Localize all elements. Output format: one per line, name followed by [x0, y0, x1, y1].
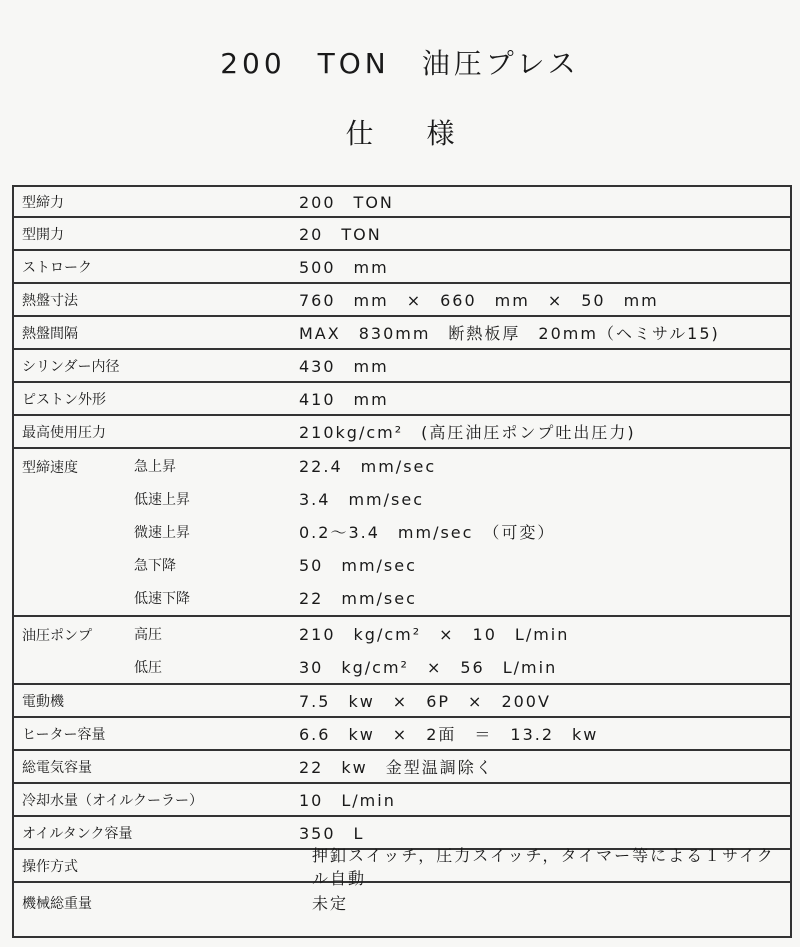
spec-value: 200 TON	[299, 193, 394, 212]
spec-label: ヒーター容量	[22, 726, 106, 743]
spec-row	[14, 350, 790, 383]
spec-label: 最高使用圧力	[22, 424, 106, 441]
spec-value: 500 mm	[299, 258, 389, 277]
pump-value: 210 kg/cm² × 10 L/min	[299, 625, 570, 644]
speed-value: 3.4 mm/sec	[299, 490, 424, 509]
spec-row	[14, 685, 790, 718]
spec-row	[14, 284, 790, 317]
speed-value: 50 mm/sec	[299, 556, 417, 575]
spec-value: MAX 830mm 断熱板厚 20mm（ヘミサル15)	[299, 324, 720, 343]
spec-label: 型締力	[22, 194, 64, 211]
spec-value: 350 L	[299, 824, 365, 843]
speed-value: 22.4 mm/sec	[299, 457, 437, 476]
pump-group	[14, 617, 790, 685]
spec-value: 20 TON	[299, 225, 382, 244]
spec-value: 210kg/cm² (高圧油圧ポンプ吐出圧力)	[299, 423, 636, 442]
pump-row	[134, 650, 790, 683]
spec-value: 押釦スイッチ，圧力スイッチ，タイマー等による１サイクル自動	[312, 845, 775, 888]
speed-row	[134, 581, 790, 614]
spec-row	[14, 416, 790, 449]
spec-value: 410 mm	[299, 390, 389, 409]
spec-value: 6.6 kw × 2面 ＝ 13.2 kw	[299, 725, 599, 744]
spec-value: 7.5 kw × 6P × 200V	[299, 692, 551, 711]
speed-sub: 急上昇	[134, 458, 176, 475]
spec-value: 10 L/min	[299, 791, 396, 810]
pump-sub: 高圧	[134, 626, 162, 643]
spec-label: 型開力	[22, 226, 64, 243]
spec-row	[14, 883, 790, 938]
spec-label: シリンダー内径	[22, 358, 120, 375]
speed-value: 0.2～3.4 mm/sec （可変）	[299, 523, 556, 542]
spec-label: 操作方式	[22, 858, 78, 875]
pump-sub: 低圧	[134, 659, 162, 676]
speed-sub: 低速下降	[134, 590, 190, 607]
spec-row	[14, 784, 790, 817]
spec-value: 430 mm	[299, 357, 389, 376]
spec-label: 総電気容量	[22, 759, 92, 776]
speed-row	[134, 548, 790, 581]
speed-sub: 低速上昇	[134, 491, 190, 508]
page-title: 200 TON 油圧プレス	[220, 47, 580, 80]
spec-label: 機械総重量	[22, 896, 92, 912]
speed-sub: 微速上昇	[134, 524, 190, 541]
spec-label: 冷却水量（オイルクーラー）	[22, 792, 204, 809]
spec-row	[14, 218, 790, 251]
spec-row	[14, 383, 790, 416]
spec-label: ピストン外形	[22, 391, 106, 408]
speed-value: 22 mm/sec	[299, 589, 417, 608]
spec-label: ストローク	[22, 259, 92, 276]
speed-row	[134, 515, 790, 548]
spec-value: 未定	[312, 894, 349, 913]
speed-group	[14, 449, 790, 617]
pump-label: 油圧ポンプ	[22, 628, 92, 644]
spec-label: オイルタンク容量	[22, 825, 133, 842]
speed-row	[134, 449, 790, 482]
spec-row	[14, 718, 790, 751]
pump-row	[134, 617, 790, 650]
spec-value: 760 mm × 660 mm × 50 mm	[299, 291, 659, 310]
spec-row	[14, 251, 790, 284]
spec-row	[14, 187, 790, 218]
speed-row	[134, 482, 790, 515]
spec-row	[14, 751, 790, 784]
spec-label: 熱盤寸法	[22, 292, 78, 309]
page-subtitle: 仕 様	[345, 117, 477, 150]
pump-value: 30 kg/cm² × 56 L/min	[299, 658, 558, 677]
spec-label: 熱盤間隔	[22, 325, 78, 342]
spec-label: 電動機	[22, 693, 64, 710]
spec-value: 22 kw 金型温調除く	[299, 758, 494, 777]
spec-table	[12, 185, 792, 938]
speed-sub: 急下降	[134, 557, 176, 574]
spec-row	[14, 317, 790, 350]
spec-row	[14, 845, 790, 888]
speed-label: 型締速度	[22, 460, 78, 476]
